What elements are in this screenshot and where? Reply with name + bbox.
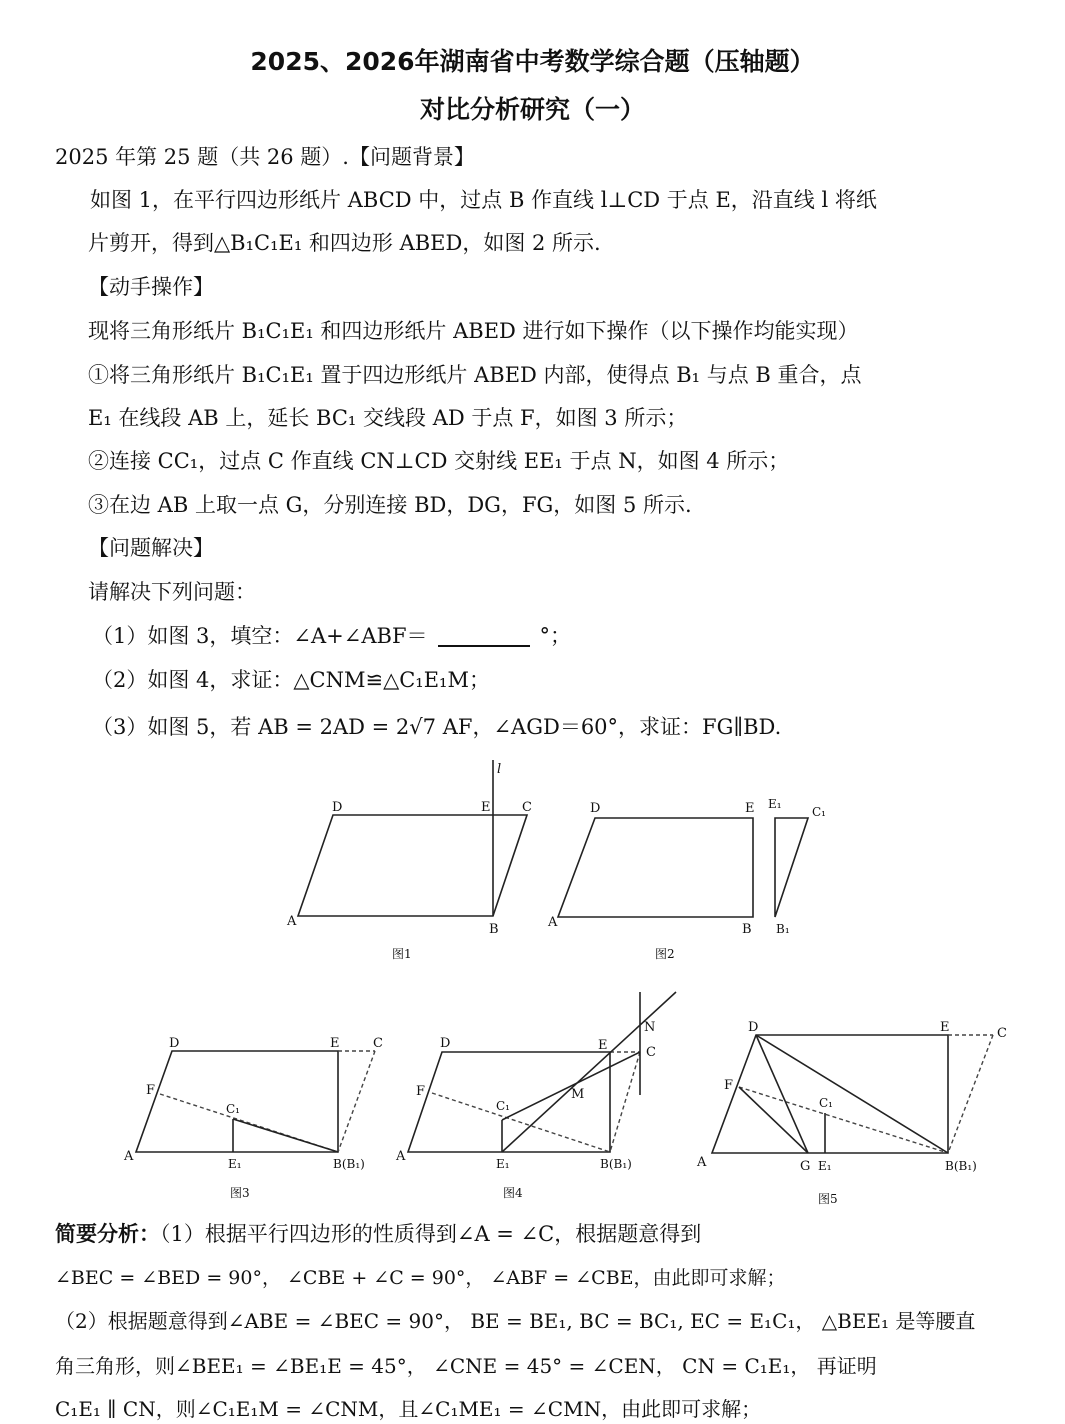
analysis-line-4: 角三角形，则∠BEE₁ = ∠BE₁E = 45°， ∠CNE = 45° = ∠CEN， CN = C₁E₁， 再证明 bbox=[55, 1354, 877, 1378]
analysis-text-1: （1）根据平行四边形的性质得到∠A = ∠C，根据题意得到 bbox=[160, 1222, 702, 1246]
f4-label-e: E bbox=[598, 1038, 608, 1053]
operation-step-2: ②连接 CC₁，过点 C 作直线 CN⊥CD 交射线 EE₁ 于点 N，如图 4 所示； bbox=[88, 449, 790, 473]
analysis-line-5: C₁E₁ ∥ CN，则∠C₁E₁M = ∠CNM，且∠C₁ME₁ = ∠CMN，由此即可求解； bbox=[55, 1397, 762, 1421]
problem-text-2: 片剪开，得到△B₁C₁E₁ 和四边形 ABED，如图 2 所示. bbox=[88, 231, 601, 255]
caption-fig1: 图1 bbox=[392, 947, 412, 961]
f2-label-a: A bbox=[548, 915, 558, 930]
f1-label-b: B bbox=[489, 922, 499, 937]
caption-fig2: 图2 bbox=[655, 947, 675, 961]
operation-intro: 现将三角形纸片 B₁C₁E₁ 和四边形纸片 ABED 进行如下操作（以下操作均能实现） bbox=[88, 319, 859, 343]
f5-label-e: E bbox=[940, 1020, 950, 1035]
analysis-line-3: （2）根据题意得到∠ABE = ∠BEC = 90°， BE = BE₁, BC = BC₁, EC = E₁C₁， △BEE₁ 是等腰直 bbox=[55, 1309, 976, 1333]
title-line-1: 2025、2026年湖南省中考数学综合题（压轴题） bbox=[250, 47, 815, 76]
f4-label-m: M bbox=[571, 1087, 585, 1102]
f4-label-c1: C₁ bbox=[496, 1099, 510, 1113]
f2-label-d: D bbox=[590, 801, 601, 816]
f5-label-b-b1: B(B₁) bbox=[945, 1159, 977, 1173]
figure-5 bbox=[696, 1020, 1007, 1206]
f5-label-e1: E₁ bbox=[818, 1159, 832, 1173]
figure-3 bbox=[123, 1036, 383, 1200]
operation-step-1a: ①将三角形纸片 B₁C₁E₁ 置于四边形纸片 ABED 内部，使得点 B₁ 与点 B 重合，点 bbox=[88, 363, 862, 387]
f4-label-a: A bbox=[396, 1149, 406, 1164]
analysis-label: 简要分析： bbox=[55, 1222, 160, 1246]
operation-step-3: ③在边 AB 上取一点 G，分别连接 BD，DG，FG，如图 5 所示. bbox=[88, 493, 692, 517]
f2-label-e1: E₁ bbox=[768, 797, 782, 811]
f3-label-b-b1: B(B₁) bbox=[333, 1157, 365, 1171]
analysis-line-2: ∠BEC = ∠BED = 90°， ∠CBE + ∠C = 90°， ∠ABF = ∠CBE，由此即可求解； bbox=[55, 1267, 786, 1289]
f4-label-c: C bbox=[646, 1045, 656, 1060]
problem-text-1: 如图 1，在平行四边形纸片 ABCD 中，过点 B 作直线 l⊥CD 于点 E，沿直线 l 将纸 bbox=[90, 188, 877, 212]
caption-fig3: 图3 bbox=[230, 1186, 250, 1200]
question-1-unit: °； bbox=[539, 624, 572, 648]
question-3: （3）如图 5，若 AB = 2AD = 2√7 AF，∠AGD＝60°，求证：FG∥BD. bbox=[92, 715, 782, 739]
f5-label-c: C bbox=[997, 1026, 1007, 1041]
f2-label-e: E bbox=[745, 801, 755, 816]
f1-label-e: E bbox=[481, 800, 491, 815]
section-operation: 【动手操作】 bbox=[88, 275, 214, 299]
f2-label-c1: C₁ bbox=[812, 805, 826, 819]
f4-label-n: N bbox=[644, 1020, 656, 1035]
f1-label-d: D bbox=[332, 800, 343, 815]
f1-label-c: C bbox=[522, 800, 532, 815]
f3-label-c: C bbox=[373, 1036, 383, 1051]
f4-label-e1: E₁ bbox=[496, 1157, 510, 1171]
f5-label-c1: C₁ bbox=[819, 1096, 833, 1110]
f4-label-f: F bbox=[416, 1084, 426, 1099]
f4-label-b-b1: B(B₁) bbox=[600, 1157, 632, 1171]
analysis-line-1 bbox=[55, 1219, 701, 1249]
f5-label-d: D bbox=[748, 1020, 759, 1035]
caption-fig5: 图5 bbox=[818, 1192, 838, 1206]
f2-label-b: B bbox=[742, 922, 752, 937]
f3-label-e: E bbox=[330, 1036, 340, 1051]
f1-label-l: l bbox=[497, 762, 502, 777]
solve-intro: 请解决下列问题： bbox=[88, 580, 256, 604]
figure-4 bbox=[395, 992, 676, 1200]
f4-label-d: D bbox=[440, 1036, 451, 1051]
f5-label-g: G bbox=[800, 1159, 811, 1174]
intro-line: 2025 年第 25 题（共 26 题）.【问题背景】 bbox=[55, 145, 475, 169]
f2-label-b1: B₁ bbox=[776, 922, 790, 936]
f5-label-f: F bbox=[724, 1078, 734, 1093]
f3-label-a: A bbox=[124, 1149, 134, 1164]
figure-1 bbox=[286, 760, 532, 961]
f1-label-a: A bbox=[287, 914, 297, 929]
f5-label-a: A bbox=[697, 1155, 707, 1170]
title-line-2: 对比分析研究（一） bbox=[419, 95, 645, 124]
caption-fig4: 图4 bbox=[503, 1186, 523, 1200]
operation-step-1b: E₁ 在线段 AB 上，延长 BC₁ 交线段 AD 于点 F，如图 3 所示； bbox=[88, 406, 688, 430]
f3-label-e1: E₁ bbox=[228, 1157, 242, 1171]
section-solve: 【问题解决】 bbox=[88, 536, 214, 560]
figure-2 bbox=[547, 797, 826, 961]
f3-label-d: D bbox=[169, 1036, 180, 1051]
question-2: （2）如图 4，求证：△CNM≌△C₁E₁M； bbox=[92, 668, 490, 692]
question-1-text: （1）如图 3，填空：∠A+∠ABF＝ bbox=[92, 624, 428, 648]
f3-label-f: F bbox=[146, 1083, 156, 1098]
f3-label-c1: C₁ bbox=[226, 1102, 240, 1116]
